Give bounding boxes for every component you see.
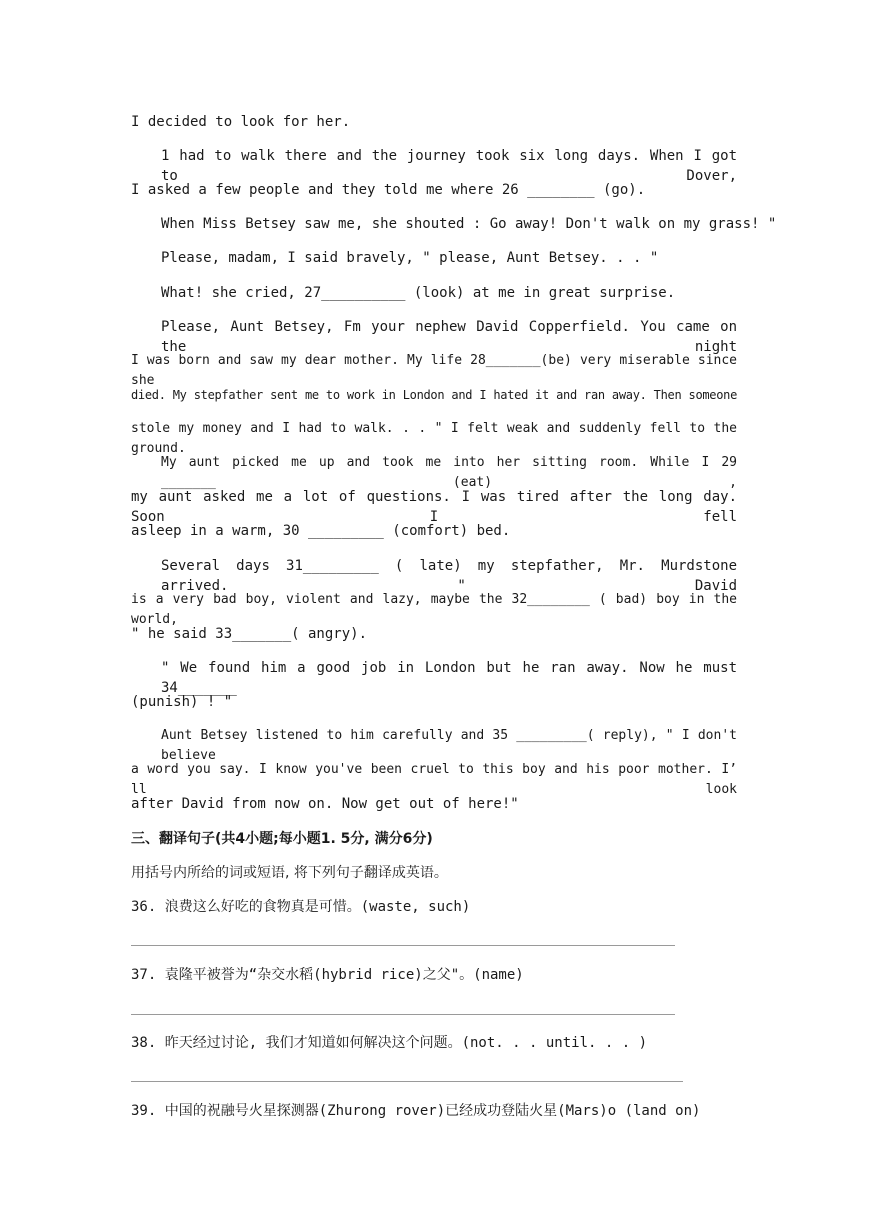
passage-line: Several days 31_________ ( late) my stepfather, Mr. Murdstone arrived. " David	[161, 558, 737, 594]
answer-line-38	[131, 1081, 683, 1082]
passage-line: after David from now on. Now get out of here!"	[131, 796, 519, 812]
passage-line: my aunt asked me a lot of questions. I was tired after the long day. Soon I fell	[131, 489, 737, 525]
question-39: 39. 中国的祝融号火星探测器(Zhurong rover)已经成功登陆火星(Mars)o (land on)	[131, 1103, 701, 1119]
passage-line: Aunt Betsey listened to him carefully and 35 _________( reply), " I don't believe	[161, 728, 737, 763]
answer-line-36	[131, 945, 675, 946]
passage-line: (punish) ! "	[131, 694, 233, 710]
passage-line: I was born and saw my dear mother. My life 28_______(be) very miserable since she	[131, 353, 737, 388]
passage-line: When Miss Betsey saw me, she shouted : Go away! Don't walk on my grass! "	[161, 216, 777, 232]
passage-line: My aunt picked me up and took me into her sitting room. While I 29 _______ (eat) ,	[161, 455, 737, 490]
passage-line: 1 had to walk there and the journey took six long days. When I got to Dover,	[161, 148, 737, 184]
passage-line: stole my money and I had to walk. . . " I felt weak and suddenly fell to the ground.	[131, 421, 737, 456]
question-38: 38. 昨天经过讨论, 我们才知道如何解决这个问题。(not. . . until. . . )	[131, 1035, 648, 1051]
passage-line: Please, Aunt Betsey, Fm your nephew David Copperfield. You came on the night	[161, 319, 737, 355]
passage-line: asleep in a warm, 30 _________ (comfort) bed.	[131, 523, 511, 539]
passage-line: What! she cried, 27__________ (look) at me in great surprise.	[161, 285, 676, 301]
passage-line: died. My stepfather sent me to work in London and I hated it and ran away. Then someone	[131, 388, 737, 402]
question-37: 37. 袁隆平被誉为“杂交水稻(hybrid rice)之父"。(name)	[131, 967, 524, 983]
passage-line: " he said 33_______( angry).	[131, 626, 368, 642]
passage-line: a word you say. I know you've been cruel to this boy and his poor mother. I’ ll look	[131, 762, 737, 797]
passage-line: Please, madam, I said bravely, " please, Aunt Betsey. . . "	[161, 250, 659, 266]
passage-line: " We found him a good job in London but he ran away. Now he must 34_______	[161, 660, 737, 696]
section-instruction: 用括号内所给的词或短语, 将下列句子翻译成英语。	[131, 865, 448, 881]
section-heading: 三、翻译句子(共4小题;每小题1. 5分, 满分6分)	[131, 831, 433, 847]
question-36: 36. 浪费这么好吃的食物真是可惜。(waste, such)	[131, 899, 471, 915]
passage-line: is a very bad boy, violent and lazy, maybe the 32________ ( bad) boy in the world,	[131, 592, 737, 627]
answer-line-37	[131, 1014, 675, 1015]
passage-line: I decided to look for her.	[131, 114, 351, 130]
passage-line: I asked a few people and they told me where 26 ________ (go).	[131, 182, 646, 198]
